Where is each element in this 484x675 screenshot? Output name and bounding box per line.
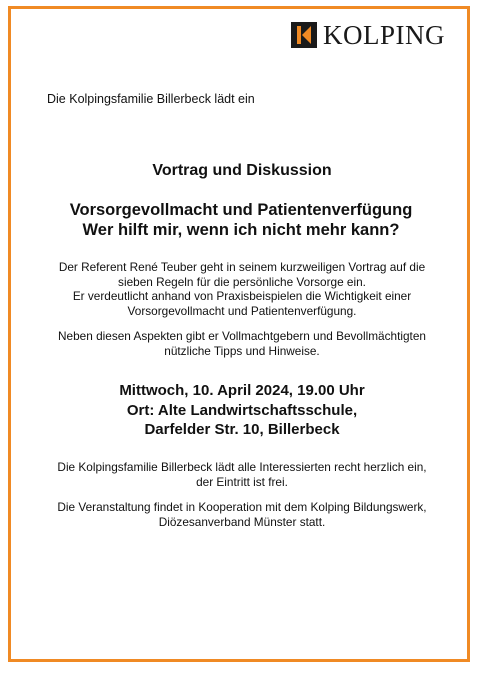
invitation-paragraph — [42, 460, 442, 489]
description-line1: Der Referent René Teuber geht in seinem kurzweiligen Vortrag auf die — [58, 260, 426, 274]
cooperation-paragraph — [42, 500, 442, 529]
event-details — [0, 381, 484, 440]
tips-paragraph — [42, 329, 442, 358]
talk-title — [44, 200, 438, 240]
logo-text: KOLPING — [323, 20, 445, 50]
cooperation-line2: Diözesanverband Münster statt. — [158, 514, 326, 529]
description-line3: Er verdeutlicht anhand von Praxisbeispielen die Wichtigkeit einer — [72, 289, 412, 303]
tips-line1: Neben diesen Aspekten gibt er Vollmachtgebern und Bevollmächtigten — [58, 329, 426, 343]
tips-line2: nützliche Tipps und Hinweise. — [164, 343, 320, 358]
description-line2: sieben Regeln für die persönliche Vorsorge ein. — [118, 274, 366, 289]
event-date: Mittwoch, 10. April 2024, 19.00 Uhr — [119, 382, 365, 399]
kolping-k-icon — [291, 22, 317, 48]
invitation-line1: Die Kolpingsfamilie Billerbeck lädt alle Interessierten recht herzlich ein, — [57, 460, 427, 474]
invitation-line2: der Eintritt ist frei. — [196, 474, 288, 489]
event-type-heading: Vortrag und Diskussion — [152, 162, 332, 179]
event-address: Darfelder Str. 10, Billerbeck — [144, 421, 340, 438]
kolping-logo — [291, 22, 445, 48]
talk-title-line1: Vorsorgevollmacht und Patientenverfügung — [69, 201, 413, 219]
cooperation-line1: Die Veranstaltung findet in Kooperation mit dem Kolping Bildungswerk, — [57, 500, 427, 514]
description-paragraph — [42, 260, 442, 318]
intro-text: Die Kolpingsfamilie Billerbeck lädt ein — [47, 92, 255, 106]
talk-title-line2: Wer hilft mir, wenn ich nicht mehr kann? — [82, 221, 400, 239]
description-line4: Vorsorgevollmacht und Patientenverfügung. — [127, 303, 357, 318]
event-location: Ort: Alte Landwirtschaftsschule, — [126, 401, 358, 419]
